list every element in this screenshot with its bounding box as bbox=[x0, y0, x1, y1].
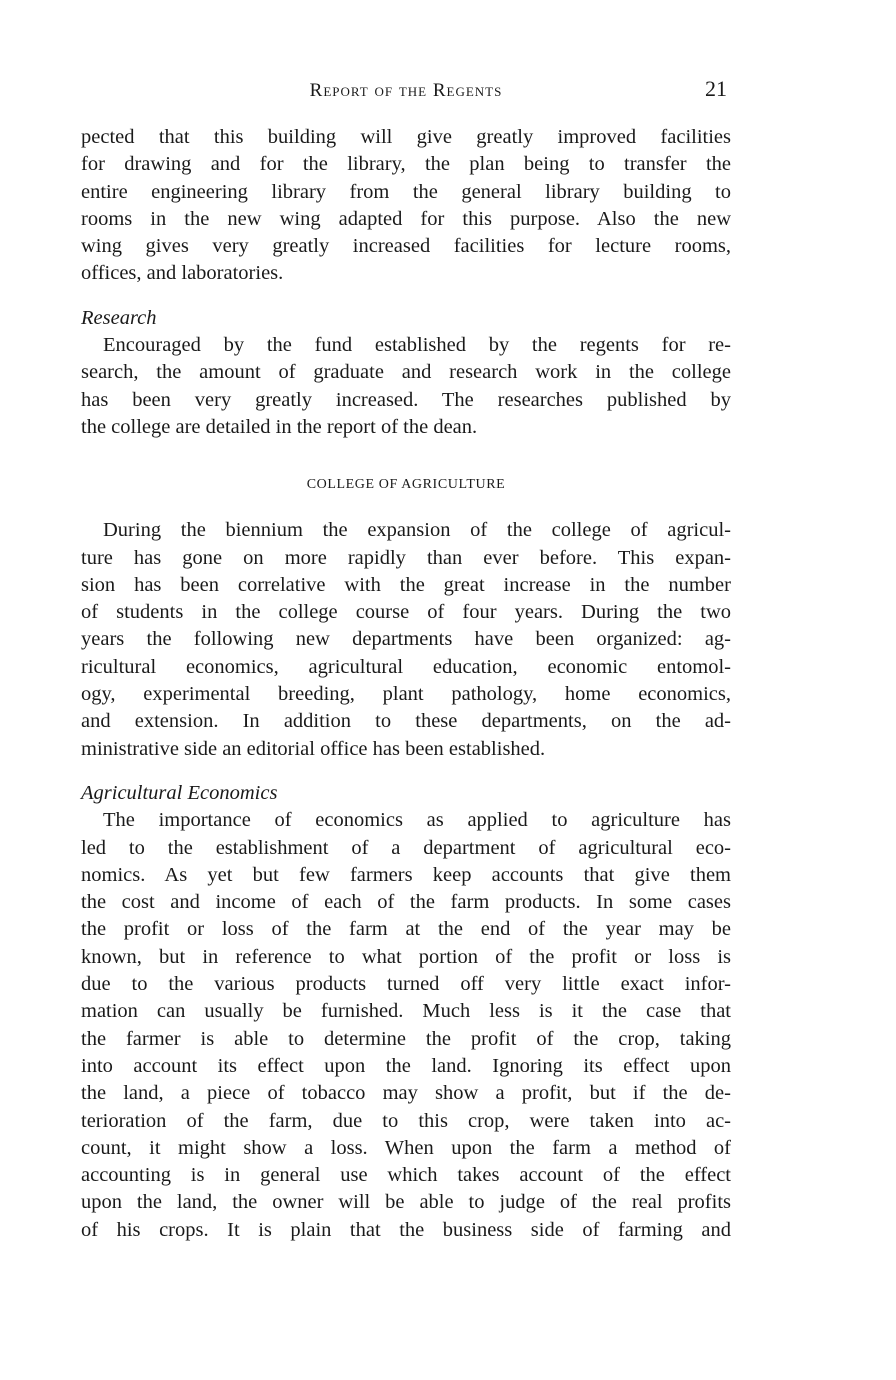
text-line: and extension. In addition to these departments, on the ad- bbox=[81, 710, 731, 733]
text-line: ricultural economics, agricultural education, economic entomol- bbox=[81, 655, 731, 678]
text-line: due to the various products turned off very little exact infor- bbox=[81, 973, 731, 996]
text-line: years the following new departments have been organized: ag- bbox=[81, 628, 731, 651]
page bbox=[81, 70, 731, 1244]
text-line: search, the amount of graduate and research work in the college bbox=[81, 361, 731, 384]
text-line: The importance of economics as applied to agriculture has bbox=[103, 809, 731, 832]
text-line: of students in the college course of four years. During the two bbox=[81, 601, 731, 624]
text-line: ture has gone on more rapidly than ever before. This expan- bbox=[81, 546, 731, 569]
text-line: entire engineering library from the general library building to bbox=[81, 180, 731, 203]
text-line: accounting is in general use which takes account of the effect bbox=[81, 1164, 731, 1187]
text-line: sion has been correlative with the great increase in the number bbox=[81, 573, 731, 596]
text-line: the farmer is able to determine the profit of the crop, taking bbox=[81, 1027, 731, 1050]
text-line: terioration of the farm, due to this crop, were taken into ac- bbox=[81, 1109, 731, 1132]
running-head bbox=[81, 70, 731, 114]
section-title-college-of-agriculture: COLLEGE OF AGRICULTURE bbox=[306, 477, 506, 493]
text-line: Encouraged by the fund established by the regents for re- bbox=[103, 334, 731, 357]
text-line: led to the establishment of a department of agricultural eco- bbox=[81, 836, 731, 859]
text-line: offices, and laboratories. bbox=[81, 262, 284, 285]
text-line: count, it might show a loss. When upon the farm a method of bbox=[81, 1136, 731, 1159]
text-line: of his crops. It is plain that the business side of farming and bbox=[81, 1218, 731, 1241]
agricultural-economics-heading: Agricultural Economics bbox=[81, 781, 278, 804]
research-heading: Research bbox=[81, 306, 157, 329]
agriculture-intro-paragraph bbox=[81, 517, 731, 763]
text-line: pected that this building will give greatly improved facilities bbox=[81, 126, 731, 148]
text-line: mation can usually be furnished. Much less is it the case that bbox=[81, 1000, 731, 1023]
text-line: ministrative side an editorial office has been established. bbox=[81, 737, 546, 760]
text-line: the cost and income of each of the farm products. In some cases bbox=[81, 891, 731, 914]
text-line: rooms in the new wing adapted for this purpose. Also the new bbox=[81, 207, 731, 230]
text-line: has been very greatly increased. The researches published by bbox=[81, 388, 731, 411]
text-line: the land, a piece of tobacco may show a profit, but if the de- bbox=[81, 1082, 731, 1105]
page-number: 21 bbox=[705, 76, 727, 101]
text-line: wing gives very greatly increased facilities for lecture rooms, bbox=[81, 235, 731, 258]
research-paragraph bbox=[81, 332, 731, 441]
text-line: into account its effect upon the land. Ignoring its effect upon bbox=[81, 1054, 731, 1077]
text-line: the college are detailed in the report of the dean. bbox=[81, 415, 478, 438]
text-line: ogy, experimental breeding, plant pathology, home economics, bbox=[81, 683, 731, 706]
text-line: nomics. As yet but few farmers keep accounts that give them bbox=[81, 863, 731, 886]
text-line: upon the land, the owner will be able to judge of the real profits bbox=[81, 1191, 731, 1214]
running-title: Report of the Regents bbox=[309, 80, 503, 101]
text-line: During the biennium the expansion of the college of agricul- bbox=[103, 519, 731, 542]
agricultural-economics-paragraph bbox=[81, 807, 731, 1244]
continued-paragraph bbox=[81, 124, 731, 288]
text-line: the profit or loss of the farm at the end of the year may be bbox=[81, 918, 731, 941]
text-line: for drawing and for the library, the plan being to transfer the bbox=[81, 153, 731, 176]
text-line: known, but in reference to what portion of the profit or loss is bbox=[81, 945, 731, 968]
